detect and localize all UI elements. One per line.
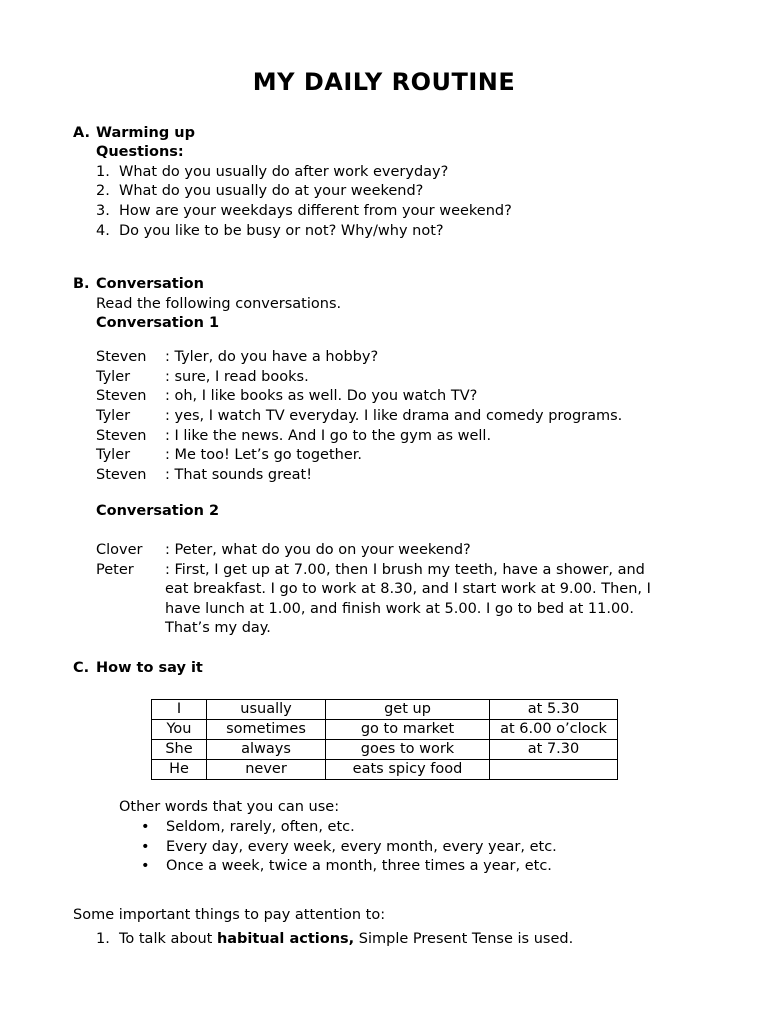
- section-c-letter: C.: [73, 660, 90, 676]
- bullet-item: Seldom, rarely, often, etc.: [166, 819, 355, 835]
- speaker-name: Steven: [96, 428, 147, 444]
- dialogue-line: : First, I get up at 7.00, then I brush my teeth, have a shower, and: [165, 562, 645, 578]
- bullet-icon: •: [141, 858, 150, 874]
- dialogue-line: : Me too! Let’s go together.: [165, 447, 362, 463]
- question-number: 2.: [96, 183, 110, 199]
- speaker-name: Clover: [96, 542, 143, 558]
- note-text-post: Simple Present Tense is used.: [354, 931, 574, 947]
- conversation-2-title: Conversation 2: [96, 503, 220, 519]
- speaker-name: Steven: [96, 349, 147, 365]
- speaker-name: Tyler: [96, 408, 131, 424]
- speaker-name: Tyler: [96, 369, 131, 385]
- section-b-intro: Read the following conversations.: [96, 296, 342, 312]
- section-c-heading: How to say it: [96, 660, 203, 676]
- table-cell: He: [152, 760, 207, 780]
- table-row: [152, 700, 618, 720]
- conversation-1-title: Conversation 1: [96, 315, 220, 331]
- note-text-bold: habitual actions,: [216, 931, 355, 947]
- section-a-letter: A.: [73, 125, 90, 141]
- dialogue-line: : sure, I read books.: [165, 369, 309, 385]
- bullet-item: Every day, every week, every month, every year, etc.: [166, 839, 557, 855]
- table-cell: get up: [326, 700, 490, 720]
- page-title: MY DAILY ROUTINE: [252, 68, 516, 96]
- other-words-intro: Other words that you can use:: [119, 799, 340, 815]
- dialogue-line: : I like the news. And I go to the gym as well.: [165, 428, 492, 444]
- table-cell: usually: [207, 700, 326, 720]
- table-cell: at 7.30: [490, 740, 618, 760]
- table-cell: I: [152, 700, 207, 720]
- table-row: [152, 740, 618, 760]
- speaker-name: Steven: [96, 467, 147, 483]
- bullet-icon: •: [141, 819, 150, 835]
- table-cell: eats spicy food: [326, 760, 490, 780]
- dialogue-line-continued: eat breakfast. I go to work at 8.30, and I start work at 9.00. Then, I: [165, 581, 651, 597]
- expressions-table: [151, 699, 618, 780]
- table-cell: [490, 760, 618, 780]
- question-number: 4.: [96, 223, 110, 239]
- table-cell: never: [207, 760, 326, 780]
- section-a-heading: Warming up: [96, 125, 195, 141]
- note-text-pre: To talk about: [119, 931, 217, 947]
- table-cell: goes to work: [326, 740, 490, 760]
- table-row: [152, 720, 618, 740]
- section-b-heading: Conversation: [96, 276, 204, 292]
- bullet-item: Once a week, twice a month, three times a year, etc.: [166, 858, 552, 874]
- note-number: 1.: [96, 931, 110, 947]
- question-text: What do you usually do after work everyday?: [119, 164, 449, 180]
- table-cell: go to market: [326, 720, 490, 740]
- section-b-letter: B.: [73, 276, 90, 292]
- bullet-icon: •: [141, 839, 150, 855]
- dialogue-line: : yes, I watch TV everyday. I like drama and comedy programs.: [165, 408, 623, 424]
- table-cell: at 6.00 o’clock: [490, 720, 618, 740]
- speaker-name: Tyler: [96, 447, 131, 463]
- notes-intro: Some important things to pay attention to:: [73, 907, 386, 923]
- speaker-name: Peter: [96, 562, 134, 578]
- question-text: What do you usually do at your weekend?: [119, 183, 424, 199]
- dialogue-line: : Tyler, do you have a hobby?: [165, 349, 379, 365]
- dialogue-line: : That sounds great!: [165, 467, 313, 483]
- dialogue-line-continued: That’s my day.: [165, 620, 271, 636]
- table-cell: She: [152, 740, 207, 760]
- table-cell: You: [152, 720, 207, 740]
- table-cell: at 5.30: [490, 700, 618, 720]
- speaker-name: Steven: [96, 388, 147, 404]
- question-text: Do you like to be busy or not? Why/why not?: [119, 223, 444, 239]
- dialogue-line: : oh, I like books as well. Do you watch TV?: [165, 388, 478, 404]
- table-cell: sometimes: [207, 720, 326, 740]
- table-row: [152, 760, 618, 780]
- question-number: 3.: [96, 203, 110, 219]
- question-number: 1.: [96, 164, 110, 180]
- dialogue-line: : Peter, what do you do on your weekend?: [165, 542, 471, 558]
- question-text: How are your weekdays different from your weekend?: [119, 203, 512, 219]
- questions-subheading: Questions:: [96, 144, 184, 160]
- dialogue-line-continued: have lunch at 1.00, and finish work at 5.00. I go to bed at 11.00.: [165, 601, 634, 617]
- table-cell: always: [207, 740, 326, 760]
- note-text: [119, 930, 573, 950]
